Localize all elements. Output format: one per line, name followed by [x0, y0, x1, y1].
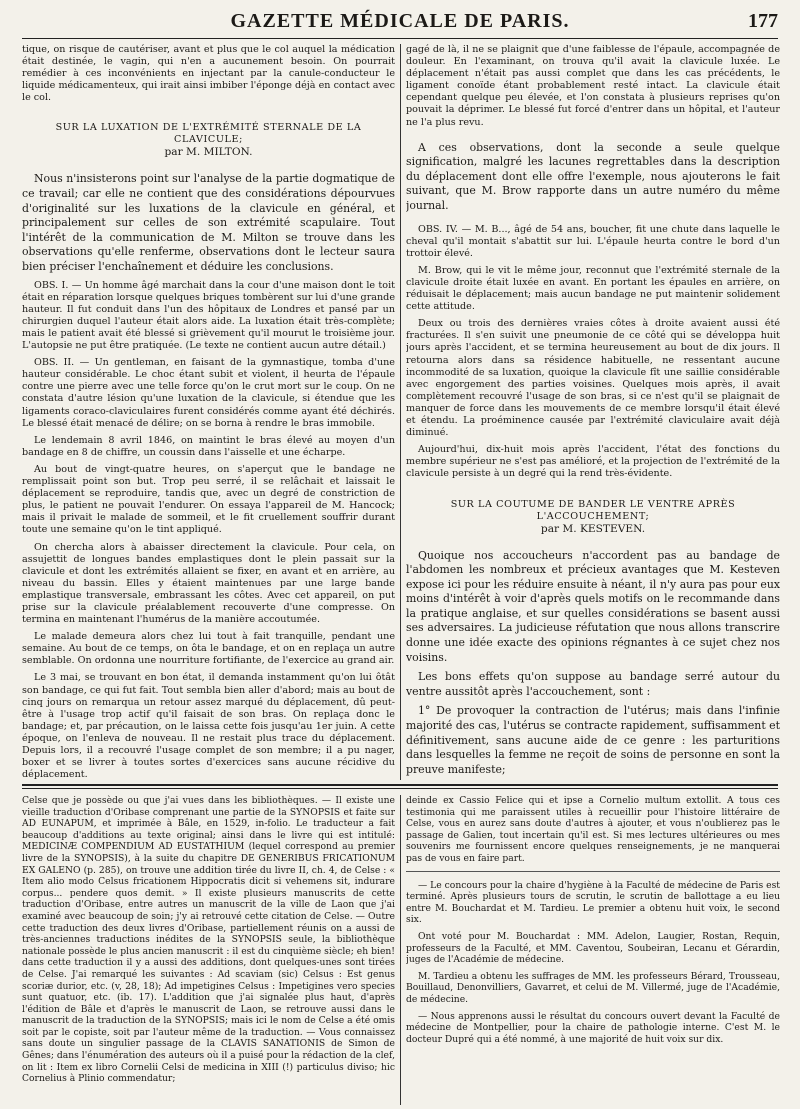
- lower-right-column: [406, 795, 780, 1105]
- news-item: — Nous apprenons aussi le résultat du concours ouvert devant la Faculté de médecine de Montpellier, pour la chaire de pathologie interne. C'est M. le docteur Dupré qui a été nommé, à une majorité de huit voix sur dix.: [406, 1010, 780, 1045]
- observation-4: [406, 224, 780, 260]
- column-divider-lower: [400, 795, 401, 1105]
- article-heading-kesteven: [406, 499, 780, 535]
- paragraph: A ces observations, dont la seconde a seule quelque signification, malgré les lacunes regrettables dans la description du déplacement dont elle offre l'exemple, nous ajouterons le fait suivant, que M. Brow rapporte dans un autre numéro du même journal.: [406, 140, 780, 213]
- paragraph: M. Brow, qui le vit le même jour, reconnut que l'extrémité sternale de la clavicule droite était luxée en avant. En portant les épaules en arrière, on réduisait le déplacement; mais aucun bandage ne put maintenir solidement cette attitude.: [406, 264, 780, 313]
- observation-1: [22, 280, 395, 353]
- paragraph: Au bout de vingt-quatre heures, on s'aperçut que le bandage ne remplissait point son but. Trop peu serré, il se relâchait et laissait le déplacement se reproduire, tandis que, avec un degré de constriction de plus, le patient ne pouvait l'endurer. On essaya l'appareil de M. Hancock; mais il privait le malade de sommeil, et le fit cruellement souffrir durant toute une semaine qu'on le tint appliqué.: [22, 463, 395, 536]
- observation-text: — Un gentleman, en faisant de la gymnastique, tomba d'une hauteur considérable. Le choc étant subit et violent, il heurta de l'épaule contre une pierre avec une telle force qu'on le crut mort sur le coup. On ne constata d'autre lésion qu'une luxation de la clavicule, si étendue que les ligaments coraco-claviculaires furent considérés comme ayant été déchirés. Le blessé était menacé de délire; on se borna à rendre le bras immobile.: [22, 357, 395, 429]
- paragraph: Le malade demeura alors chez lui tout à fait tranquille, pendant une semaine. Au bout de ce temps, on ôta le bandage, et on en replaça un autre semblable. On ordonna une nourriture fortifiante, de l'exercice au grand air.: [22, 631, 395, 667]
- column-divider: [400, 44, 401, 780]
- paragraph: On chercha alors à abaisser directement la clavicule. Pour cela, on assujettit de longues bandes emplastiques dont le plein passait sur la clavicule et dont les extrémités allaient se fixer, en avant et en arrière, au niveau du bassin. Elles y étaient maintenues par une large bande emplastique transversale, embrassant les côtes. Avec cet appareil, on put prise sur la clavicule préalablement recouverte d'une compresse. On termina en maintenant l'humérus de la manière accoutumée.: [22, 541, 395, 626]
- paragraph: Nous n'insisterons point sur l'analyse de la partie dogmatique de ce travail; car elle ne contient que des considérations dépourvues d'originalité sur les luxations de la clavicule en général, et principalement sur celles de son extrémité scapulaire. Tout l'intérêt de la communication de M. Milton se trouve dans les observations qu'elle renferme, observations dont le lecteur saura bien préciser l'enchaînement et déduire les conclusions.: [22, 172, 395, 274]
- section-rule-thin: [22, 788, 778, 789]
- paragraph: Aujourd'hui, dix-huit mois après l'accident, l'état des fonctions du membre supérieur ne s'est pas amélioré, et la projection de l'extrémité de la clavicule persiste à un degré qui la rend très-évidente.: [406, 444, 780, 480]
- news-item: — Le concours pour la chaire d'hygiène à la Faculté de médecine de Paris est terminé. Après plusieurs tours de scrutin, le scrutin de ballottage a eu lieu entre M. Bouchardat et M. Tardieu. Le premier a obtenu huit voix, le second six.: [406, 879, 780, 926]
- paragraph: Le 3 mai, se trouvant en bon état, il demanda instamment qu'on lui ôtât son bandage, ce qui fut fait. Tout sembla bien aller d'abord; mais au bout de cinq jours on remarqua un retour assez marqué du déplacement, dû peut-être à l'usage trop actif qu'il faisait de son bras. On replaça donc le bandage; et, par précaution, on le laissa cette fois jusqu'au 1er juin. A cette époque, on l'enleva de nouveau. Il ne restait plus trace du déplacement. Depuis lors, il a recouvré l'usage complet de son membre; il a pu nager, boxer et se livrer à toutes sortes d'exercices sans aucune récidive du déplacement.: [22, 672, 395, 780]
- news-item: Ont voté pour M. Bouchardat : MM. Adelon, Laugier, Rostan, Requin, professeurs de la Faculté, et MM. Caventou, Soubeiran, Lecanu et Gérardin, juges de l'Académie de médecine.: [406, 930, 780, 966]
- observation-label: OBS. IV.: [418, 223, 458, 235]
- observation-label: OBS. II.: [34, 357, 75, 369]
- observation-2: [22, 357, 395, 430]
- heading-author: par M. MILTON.: [164, 146, 253, 159]
- article-heading-milton: [22, 122, 395, 158]
- paragraph: deinde ex Cassio Felice qui et ipse a Cornelio multum extollit. A tous ces testimonia qui me paraissent utiles à recueillir pour l'histoire littéraire de Celse, vous en aurez sans doute d'autres à ajouter, et vous n'oublierez pas le passage de Galien, tout incertain qu'il est. Si mes lectures ultérieures ou mes souvenirs me fournissent encore quelques renseignements, je ne manquerai pas de vous en faire part.: [406, 795, 780, 864]
- heading-author: par M. KESTEVEN.: [540, 522, 646, 535]
- paragraph: gagé de là, il ne se plaignit que d'une faiblesse de l'épaule, accompagnée de douleur. En l'examinant, on trouva qu'il avait la clavicule luxée. Le déplacement n'était pas aussi complet que dans les cas précédents, le ligament conoïde étant probablement resté intact. La clavicule était cependant quelque peu élevée, et l'on constata à plusieurs reprises qu'on pouvait la déprimer. Le blessé fut forcé d'entrer dans un hôpital, et l'auteur ne l'a plus revu.: [406, 44, 780, 128]
- upper-right-column: [406, 44, 780, 780]
- observation-text: — M. B..., âgé de 54 ans, boucher, fit une chute dans laquelle le cheval qu'il montait s'abattit sur lui. L'épaule heurta contre le bord d'un trottoir élevé.: [406, 223, 780, 259]
- heading-text: SUR LA COUTUME DE BANDER LE VENTRE APRÈS L'ACCOUCHEMENT;: [450, 498, 736, 522]
- paragraph: Celse que je possède ou que j'ai vues dans les bibliothèques. — Il existe une vieille traduction d'Oribase comprenant une partie de la SYNOPSIS et faite sur AD EUNAPUM, et imprimée à Bâle, en 1529, in-folio. Le traducteur a fait beaucoup d'additions au texte original; ainsi dans le livre qui est intitulé: MEDICINÆ COMPENDIUM AD EUSTATHIUM (lequel correspond au premier livre de la SYNOPSIS), à la suite du chapitre DE GENERIBUS FRICATIONUM EX GALENO (p. 285), on trouve une addition tirée du livre II, ch. 4, de Celse : « Item alio modo Celsus fricationem Hippocratis dicit si vehemens sit, indurare corpus... pendere quos demit. » Il existe plusieurs manuscrits de cette traduction d'Oribase, entre autres un manuscrit de la ville de Laon que j'ai examiné avec beaucoup de soin; j'y ai retrouvé cette citation de Celse. — Outre cette traduction des deux livres d'Oribase, partiellement réunis on a aussi de très-anciennes traductions inédites de la SYNOPSIS seule, la bibliothèque nationale possède le plus ancien manuscrit : il est du cinquième siècle; eh bien! dans cette traduction il y a aussi des additions, dont quelques-unes sont tirées de Celse. J'ai remarqué les suivantes : Ad scaviam (sic) Celsus : Est genus scoriæ durior, etc. (v, 28, 18); Ad impetigines Celsus : Impetigines vero species sunt quatuor, etc. (ib. 17). L'addition que j'ai signalée plus haut, d'après l'édition de Bâle et d'après le manuscrit de Laon, se retrouve aussi dans le manuscrit de la traduction de la SYNOPSIS; mais ici le nom de Celse a été omis soit par le copiste, soit par l'auteur même de la traduction. — Vous connaissez sans doute un singulier passage de la CLAVIS SANATIONIS de Simon de Gênes; dans l'énumération des auteurs où il a puisé pour la rédaction de la clef, on lit : Item ex libro Cornelii Celsi de medicina in XIII (!) particulus diviso; hic Cornelius à Plinio commendatur;: [22, 795, 395, 1085]
- paragraph: 1° De provoquer la contraction de l'utérus; mais dans l'infinie majorité des cas, l'utérus se contracte rapidement, suffisamment et définitivement, sans aucune aide de ce genre : les parturitions dans lesquelles la femme ne reçoit de soins de personne en sont la preuve manifeste;: [406, 704, 780, 776]
- observation-label: OBS. I.: [34, 279, 69, 291]
- journal-title: GAZETTE MÉDICALE DE PARIS.: [230, 10, 570, 32]
- section-rule: [22, 784, 778, 786]
- lower-left-column: [22, 795, 395, 1105]
- page-number: 177: [748, 10, 778, 32]
- paragraph: Deux ou trois des dernières vraies côtes à droite avaient aussi été fracturées. Il s'en suivit une pneumonie de ce côté qui se développa huit jours après l'accident, et se termina heureusement au bout de dix jours. Il retourna alors dans sa résidence habituelle, ne ressentant aucune incommodité de sa luxation, quoique la clavicule fît une saillie considérable avec engorgement des parties voisines. Quelques mois après, il avait complètement recouvré l'usage de son bras, si ce n'est qu'il se plaignait de manquer de force dans les mouvements de ce membre lorsqu'il était élevé et étendu. La proéminence causée par l'extrémité claviculaire avait déjà diminué.: [406, 318, 780, 439]
- paragraph: Le lendemain 8 avril 1846, on maintint le bras élevé au moyen d'un bandage en 8 de chiffre, un coussin dans l'aisselle et une écharpe.: [22, 434, 395, 458]
- news-item: M. Tardieu a obtenu les suffrages de MM. les professeurs Bérard, Trousseau, Bouillaud, Denonvilliers, Gavarret, et celui de M. Villermé, juge de l'Académie, de médecine.: [406, 970, 780, 1005]
- upper-left-column: [22, 44, 395, 780]
- news-separator: [406, 871, 780, 872]
- header-rule: [22, 38, 778, 39]
- page-header: [22, 10, 778, 36]
- observation-text: — Un homme âgé marchait dans la cour d'une maison dont le toit était en réparation lorsque quelques briques tombèrent sur lui d'une grande hauteur. Il fut conduit dans l'un des hôpitaux de Londres et pansé par un chirurgien duquel l'auteur était alors aide. La luxation était très-complète; mais le patient avait été blessé si grièvement qu'il mourut le troisième jour. L'autopsie ne put être pratiquée. (Le texte ne contient aucun autre détail.): [22, 279, 395, 352]
- paragraph: tique, on risque de cautériser, avant et plus que le col auquel la médication était destinée, le vagin, qui n'en a aucunement besoin. On pourrait remédier à ces inconvénients en injectant par la canule-conducteur le liquide médicamenteux, qui irait ainsi imbiber l'éponge déjà en contact avec le col.: [22, 44, 395, 104]
- paragraph: Quoique nos accoucheurs n'accordent pas au bandage de l'abdomen les nombreux et précieux avantages que M. Kesteven expose ici pour les réduire ensuite à néant, il n'y aura pas pour eux moins d'intérêt à voir d'après quels motifs on le recommande dans la pratique anglaise, et sur quelles considérations se basent aussi ses adversaires. La judicieuse réfutation que nous allons transcrire donne une idée exacte des opinions régnantes à ce sujet chez nos voisins.: [406, 548, 780, 664]
- heading-text: SUR LA LUXATION DE L'EXTRÉMITÉ STERNALE DE LA CLAVICULE;: [55, 122, 362, 146]
- paragraph: Les bons effets qu'on suppose au bandage serré autour du ventre aussitôt après l'accouchement, sont :: [406, 670, 780, 698]
